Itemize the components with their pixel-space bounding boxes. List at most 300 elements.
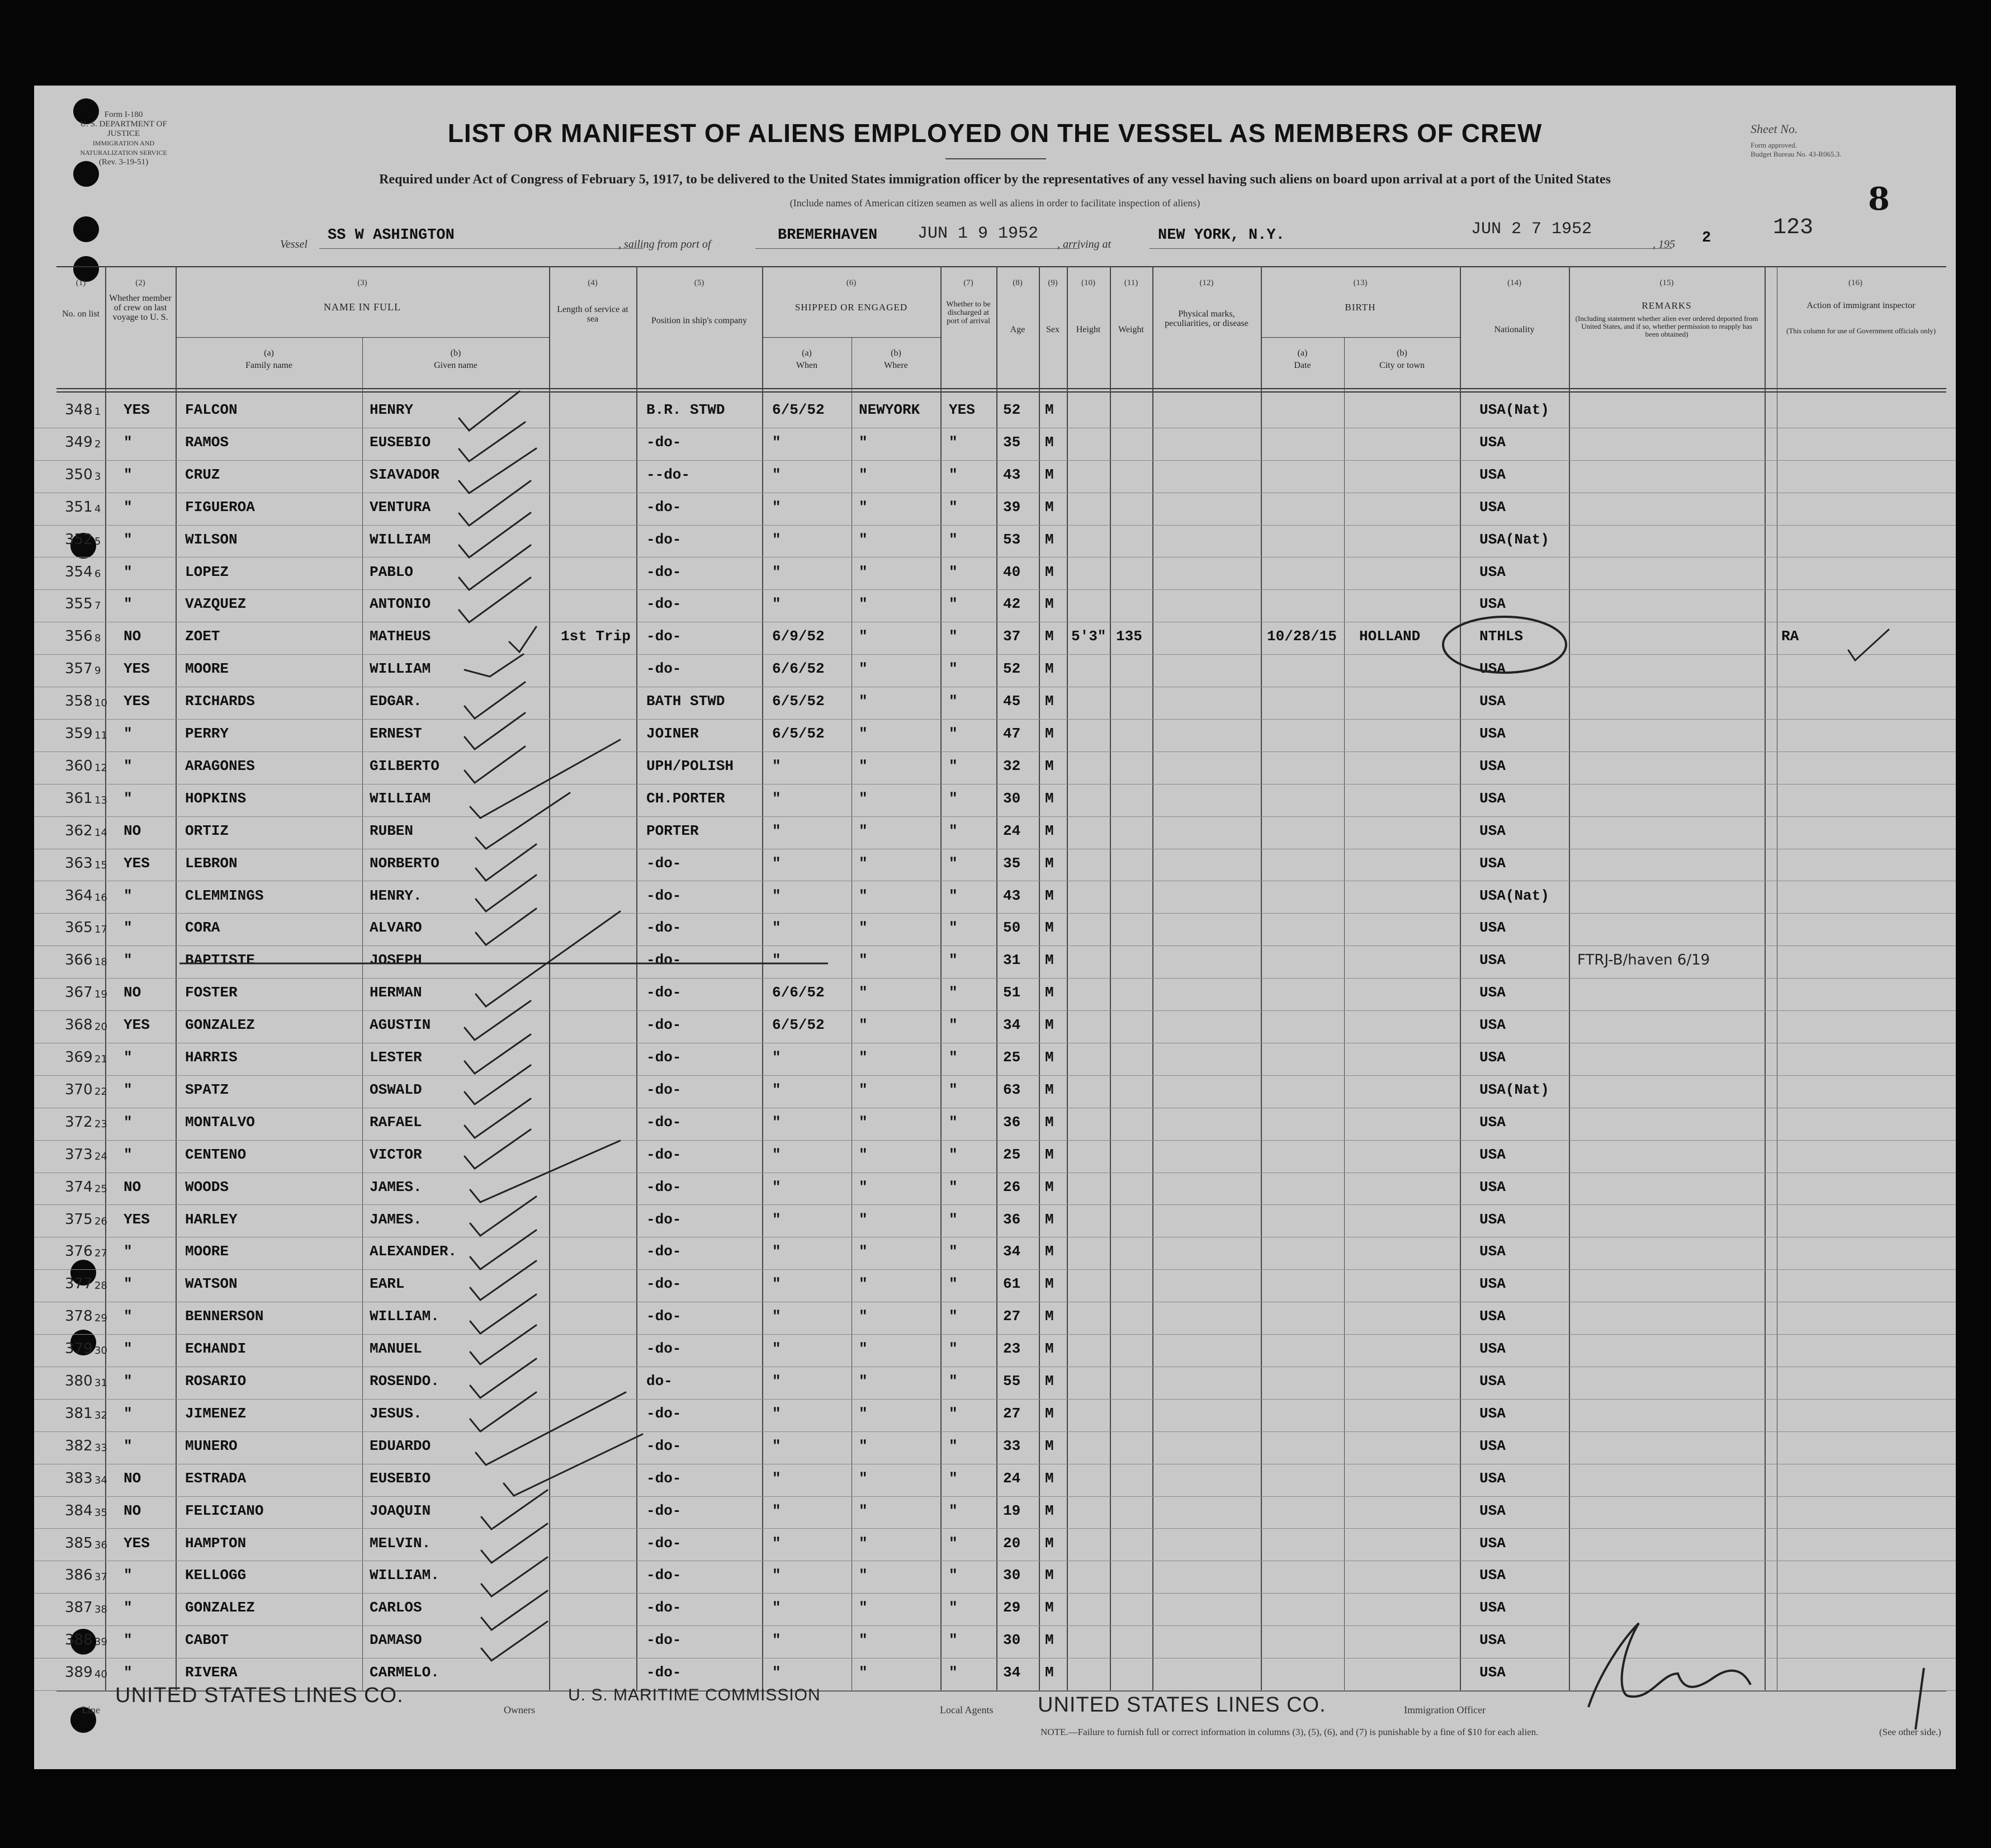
- family-name-cell: PERRY: [185, 725, 229, 742]
- engaged-where-cell: ": [859, 531, 868, 548]
- age-cell: 24: [1003, 822, 1021, 839]
- checkmark-icon: [470, 1325, 536, 1364]
- to-be-discharged-cell: ": [949, 790, 958, 807]
- line-number-cell: 27: [94, 1247, 107, 1260]
- age-cell: 27: [1003, 1308, 1021, 1325]
- ship-position-cell: PORTER: [646, 822, 699, 839]
- given-name-cell: SIAVADOR: [370, 466, 439, 483]
- list-number-cell: 379: [65, 1340, 93, 1358]
- col-num-5: (5): [694, 278, 704, 287]
- line-number-cell: 25: [94, 1183, 107, 1195]
- ship-position-cell: -do-: [646, 1599, 682, 1617]
- family-name-cell: RIVERA: [185, 1664, 238, 1681]
- sex-cell: M: [1045, 1017, 1054, 1034]
- arrival-port: NEW YORK, N.Y.: [1158, 227, 1285, 244]
- nationality-cell: USA: [1479, 1664, 1506, 1681]
- given-name-cell: GILBERTO: [370, 757, 439, 774]
- sex-cell: M: [1045, 1275, 1054, 1293]
- age-cell: 35: [1003, 433, 1021, 451]
- sex-cell: M: [1045, 563, 1054, 580]
- ship-position-cell: -do-: [646, 1567, 682, 1584]
- to-be-discharged-cell: ": [949, 1664, 958, 1681]
- to-be-discharged-cell: ": [949, 660, 958, 678]
- to-be-discharged-cell: ": [949, 1243, 958, 1260]
- engaged-when-cell: ": [772, 1405, 781, 1422]
- line-label: Line: [82, 1704, 100, 1715]
- member-last-voyage-cell: ": [124, 1340, 133, 1358]
- member-last-voyage-cell: YES: [124, 693, 150, 710]
- member-last-voyage-cell: NO: [124, 628, 141, 645]
- member-last-voyage-cell: ": [124, 433, 133, 451]
- manifest-sheet: [34, 86, 1956, 1769]
- checkmark-icon: [476, 911, 620, 1006]
- age-cell: 36: [1003, 1211, 1021, 1228]
- member-last-voyage-cell: ": [124, 1405, 133, 1422]
- sex-cell: M: [1045, 1373, 1054, 1389]
- engaged-where-cell: ": [859, 887, 868, 904]
- family-name-cell: VAZQUEZ: [185, 595, 247, 613]
- header-remarks: REMARKS: [1642, 300, 1692, 311]
- to-be-discharged-cell: ": [949, 498, 958, 516]
- list-number-cell: 366: [65, 952, 93, 969]
- given-name-cell: JAMES.: [370, 1178, 422, 1195]
- nationality-cell: USA: [1479, 595, 1506, 613]
- ship-position-cell: do-: [646, 1373, 673, 1389]
- member-last-voyage-cell: ": [124, 757, 133, 774]
- list-number-cell: 381: [65, 1405, 93, 1422]
- engaged-when-cell: 6/5/52: [772, 693, 825, 710]
- member-last-voyage-cell: YES: [124, 854, 150, 872]
- nationality-cell: USA: [1479, 1632, 1506, 1649]
- engaged-when-cell: ": [772, 1146, 781, 1163]
- engaged-when-cell: ": [772, 1340, 781, 1358]
- given-name-cell: CARLOS: [370, 1599, 422, 1617]
- ship-position-cell: B.R. STWD: [646, 401, 725, 418]
- vessel-label: Vessel: [280, 238, 308, 251]
- inspector-signature: [1588, 1623, 1924, 1729]
- age-cell: 42: [1003, 595, 1021, 613]
- sex-cell: M: [1045, 531, 1054, 548]
- family-name-cell: BAPTISTE: [185, 952, 255, 969]
- page-title: LIST OR MANIFEST OF ALIENS EMPLOYED ON THE VESSEL AS MEMBERS OF CREW: [447, 119, 1543, 148]
- ship-position-cell: -do-: [646, 531, 682, 548]
- engaged-when-cell: ": [772, 1502, 781, 1519]
- engaged-where-cell: ": [859, 1146, 868, 1163]
- family-name-cell: MOORE: [185, 1243, 229, 1260]
- engaged-when-cell: ": [772, 531, 781, 548]
- to-be-discharged-cell: ": [949, 1632, 958, 1649]
- family-name-cell: ORTIZ: [185, 822, 229, 839]
- engaged-where-cell: ": [859, 790, 868, 807]
- nationality-cell: USA: [1479, 757, 1506, 774]
- given-name-cell: MELVIN.: [370, 1534, 431, 1552]
- birth-city-cell: HOLLAND: [1359, 628, 1421, 645]
- header-where-b: (b): [891, 348, 901, 358]
- departure-date-stamp: JUN 1 9 1952: [918, 224, 1039, 243]
- to-be-discharged-cell: ": [949, 854, 958, 872]
- to-be-discharged-cell: ": [949, 1534, 958, 1552]
- engaged-when-cell: ": [772, 790, 781, 807]
- nationality-cell: USA(Nat): [1479, 531, 1549, 548]
- nationality-cell: USA: [1479, 693, 1506, 710]
- nationality-cell: USA: [1479, 660, 1506, 678]
- header-no-on-list: No. on list: [62, 309, 100, 319]
- checkmark-icon: [1848, 630, 1889, 660]
- list-number-cell: 356: [65, 628, 93, 645]
- departure-port: BREMERHAVEN: [778, 227, 878, 244]
- nationality-cell: USA: [1479, 1243, 1506, 1260]
- sex-cell: M: [1045, 466, 1054, 483]
- to-be-discharged-cell: ": [949, 1340, 958, 1358]
- given-name-cell: ANTONIO: [370, 595, 431, 613]
- engaged-where-cell: ": [859, 919, 868, 937]
- checkmark-icon: [465, 1001, 531, 1040]
- col-num-7: (7): [963, 278, 973, 287]
- member-last-voyage-cell: NO: [124, 1502, 141, 1519]
- engaged-where-cell: ": [859, 822, 868, 839]
- age-cell: 25: [1003, 1049, 1021, 1066]
- family-name-cell: KELLOGG: [185, 1567, 247, 1584]
- member-last-voyage-cell: YES: [124, 1534, 150, 1552]
- family-name-cell: FELICIANO: [185, 1502, 264, 1519]
- engaged-when-cell: ": [772, 1373, 781, 1389]
- engaged-where-cell: ": [859, 1308, 868, 1325]
- line-number-cell: 12: [94, 762, 107, 774]
- list-number-cell: 363: [65, 854, 93, 872]
- line-number-cell: 2: [94, 438, 101, 450]
- check-marks: [459, 391, 1889, 1661]
- engaged-where-cell: ": [859, 1275, 868, 1293]
- sex-cell: M: [1045, 1469, 1054, 1487]
- checkmark-icon: [476, 793, 570, 849]
- age-cell: 31: [1003, 952, 1021, 969]
- age-cell: 26: [1003, 1178, 1021, 1195]
- header-family-a: (a): [264, 348, 274, 358]
- header-date: Date: [1294, 361, 1311, 370]
- checkmark-icon: [465, 654, 523, 677]
- col-num-8: (8): [1013, 278, 1023, 287]
- line-number-cell: 1: [94, 406, 101, 418]
- sheet-label: Sheet No.: [1751, 122, 1798, 136]
- nationality-cell: USA: [1479, 919, 1506, 937]
- agents-value: UNITED STATES LINES CO.: [1038, 1693, 1326, 1717]
- ship-position-cell: -do-: [646, 1405, 682, 1422]
- legal-requirement: Required under Act of Congress of February 5, 1917, to be delivered to the United States immigration officer by the representatives of any vessel having such aliens on board upon arrival at a port of the United States: [379, 172, 1611, 187]
- checkmark-icon: [465, 1129, 531, 1169]
- family-name-cell: GONZALEZ: [185, 1599, 255, 1617]
- to-be-discharged-cell: ": [949, 1502, 958, 1519]
- line-number-cell: 22: [94, 1085, 107, 1098]
- ship-position-cell: -do-: [646, 1664, 682, 1681]
- member-last-voyage-cell: ": [124, 1081, 133, 1098]
- list-number-cell: 349: [65, 433, 93, 451]
- age-cell: 34: [1003, 1017, 1021, 1034]
- nationality-cell: USA: [1479, 1599, 1506, 1617]
- engaged-where-cell: ": [859, 1664, 868, 1681]
- sex-cell: M: [1045, 595, 1054, 613]
- family-name-cell: JIMENEZ: [185, 1405, 247, 1422]
- member-last-voyage-cell: ": [124, 790, 133, 807]
- sex-cell: M: [1045, 725, 1054, 742]
- list-number-cell: 350: [65, 466, 93, 483]
- remarks-cell: FTRJ-B/haven 6/19: [1577, 952, 1710, 969]
- engaged-when-cell: ": [772, 1178, 781, 1195]
- engaged-when-cell: ": [772, 1308, 781, 1325]
- nationality-cell: USA: [1479, 1437, 1506, 1454]
- family-name-cell: BENNERSON: [185, 1308, 264, 1325]
- engaged-where-cell: ": [859, 1243, 868, 1260]
- sex-cell: M: [1045, 1599, 1054, 1617]
- nationality-cell: USA: [1479, 1308, 1506, 1325]
- line-number-cell: 15: [94, 859, 107, 871]
- checkmark-icon: [459, 448, 536, 493]
- list-number-cell: 384: [65, 1502, 93, 1519]
- ship-position-cell: -do-: [646, 1502, 682, 1519]
- nationality-cell: USA: [1479, 466, 1506, 483]
- list-number-cell: 377: [65, 1275, 93, 1293]
- nationality-cell: USA: [1479, 1049, 1506, 1066]
- age-cell: 39: [1003, 498, 1021, 516]
- nationality-cell: USA: [1479, 563, 1506, 580]
- line-number-cell: 18: [94, 956, 107, 968]
- nationality-cell: USA: [1479, 790, 1506, 807]
- to-be-discharged-cell: ": [949, 1049, 958, 1066]
- col-num-9: (9): [1048, 278, 1058, 287]
- line-number-cell: 36: [94, 1539, 107, 1551]
- given-name-cell: EUSEBIO: [370, 433, 431, 451]
- family-name-cell: FOSTER: [185, 984, 238, 1001]
- ship-position-cell: UPH/POLISH: [646, 757, 734, 774]
- given-name-cell: VICTOR: [370, 1146, 422, 1163]
- engaged-where-cell: ": [859, 952, 868, 969]
- line-number-cell: 30: [94, 1345, 107, 1357]
- given-name-cell: AGUSTIN: [370, 1017, 431, 1034]
- given-name-cell: EARL: [370, 1275, 405, 1293]
- ship-position-cell: -do-: [646, 628, 682, 645]
- engaged-when-cell: ": [772, 1664, 781, 1681]
- nationality-circle: [1443, 617, 1566, 673]
- given-name-cell: HENRY: [370, 401, 414, 418]
- list-number-cell: 378: [65, 1308, 93, 1325]
- ship-position-cell: -do-: [646, 1113, 682, 1131]
- col-num-2: (2): [135, 278, 145, 287]
- family-name-cell: MOORE: [185, 660, 229, 678]
- line-number-cell: 13: [94, 794, 107, 806]
- engaged-when-cell: ": [772, 952, 781, 969]
- to-be-discharged-cell: ": [949, 757, 958, 774]
- given-name-cell: EDUARDO: [370, 1437, 431, 1454]
- sex-cell: M: [1045, 952, 1054, 969]
- engaged-where-cell: ": [859, 466, 868, 483]
- list-number-cell: 361: [65, 790, 93, 807]
- engaged-where-cell: ": [859, 1178, 868, 1195]
- line-number-cell: 40: [94, 1669, 107, 1681]
- given-name-cell: WILLIAM: [370, 790, 431, 807]
- family-name-cell: FALCON: [185, 401, 238, 418]
- line-number-cell: 17: [94, 924, 107, 936]
- header-height: Height: [1076, 325, 1101, 334]
- age-cell: 27: [1003, 1405, 1021, 1422]
- instruction-note: (Include names of American citizen seamen as well as aliens in order to facilitate inspection of aliens): [789, 197, 1200, 209]
- given-name-cell: JOAQUIN: [370, 1502, 431, 1519]
- ship-position-cell: BATH STWD: [646, 693, 725, 710]
- age-cell: 35: [1003, 854, 1021, 872]
- checkmark-icon: [459, 481, 531, 526]
- age-cell: 20: [1003, 1534, 1021, 1552]
- ship-position-cell: -do-: [646, 1534, 682, 1552]
- list-number-cell: 385: [65, 1534, 93, 1552]
- header-city-b: (b): [1397, 348, 1407, 358]
- nationality-cell: USA: [1479, 1405, 1506, 1422]
- length-of-service-cell: 1st Trip: [561, 628, 631, 645]
- ship-position-cell: -do-: [646, 1049, 682, 1066]
- to-be-discharged-cell: ": [949, 887, 958, 904]
- birth-date-cell: 10/28/15: [1267, 628, 1337, 645]
- handwritten-sheet-number: 8: [1868, 181, 1890, 218]
- engaged-where-cell: ": [859, 1502, 868, 1519]
- member-last-voyage-cell: ": [124, 1567, 133, 1584]
- sex-cell: M: [1045, 790, 1054, 807]
- to-be-discharged-cell: ": [949, 1373, 958, 1389]
- nationality-cell: USA: [1479, 1211, 1506, 1228]
- line-number-cell: 29: [94, 1312, 107, 1325]
- checkmark-icon: [476, 1392, 626, 1465]
- given-name-cell: NORBERTO: [370, 854, 439, 872]
- sex-cell: M: [1045, 1081, 1054, 1098]
- family-name-cell: CLEMMINGS: [185, 887, 264, 904]
- member-last-voyage-cell: ": [124, 725, 133, 742]
- checkmark-icon: [504, 1434, 642, 1496]
- age-cell: 50: [1003, 919, 1021, 937]
- ship-position-cell: -do-: [646, 1243, 682, 1260]
- to-be-discharged-cell: ": [949, 466, 958, 483]
- given-name-cell: EDGAR.: [370, 693, 422, 710]
- age-cell: 53: [1003, 531, 1021, 548]
- member-last-voyage-cell: ": [124, 1373, 133, 1389]
- sailing-label: , sailing from port of: [618, 238, 711, 251]
- member-last-voyage-cell: ": [124, 1437, 133, 1454]
- ship-position-cell: -do-: [646, 498, 682, 516]
- engaged-where-cell: ": [859, 854, 868, 872]
- given-name-cell: JOSEPH: [370, 952, 422, 969]
- line-number-cell: 19: [94, 989, 107, 1001]
- engaged-when-cell: ": [772, 466, 781, 483]
- sex-cell: M: [1045, 1534, 1054, 1552]
- list-number-cell: 359: [65, 725, 93, 742]
- to-be-discharged-cell: ": [949, 1081, 958, 1098]
- to-be-discharged-cell: YES: [949, 401, 975, 418]
- member-last-voyage-cell: ": [124, 1243, 133, 1260]
- line-number-cell: 26: [94, 1215, 107, 1227]
- ship-position-cell: -do-: [646, 1469, 682, 1487]
- header-nationality: Nationality: [1494, 325, 1535, 334]
- engaged-where-cell: ": [859, 1437, 868, 1454]
- engaged-when-cell: 6/5/52: [772, 401, 825, 418]
- line-number-cell: 39: [94, 1636, 107, 1648]
- officer-label: Immigration Officer: [1404, 1704, 1486, 1715]
- engaged-where-cell: ": [859, 563, 868, 580]
- nationality-cell: NTHLS: [1479, 628, 1524, 645]
- engaged-when-cell: 6/5/52: [772, 1017, 825, 1034]
- nationality-cell: USA: [1479, 725, 1506, 742]
- sex-cell: M: [1045, 498, 1054, 516]
- family-name-cell: ECHANDI: [185, 1340, 247, 1358]
- line-number-cell: 5: [94, 535, 101, 547]
- engaged-when-cell: ": [772, 1081, 781, 1098]
- family-name-cell: RICHARDS: [185, 693, 255, 710]
- engaged-where-cell: ": [859, 1340, 868, 1358]
- engaged-when-cell: ": [772, 887, 781, 904]
- given-name-cell: PABLO: [370, 563, 414, 580]
- nationality-cell: USA: [1479, 822, 1506, 839]
- age-cell: 30: [1003, 1632, 1021, 1649]
- family-name-cell: WOODS: [185, 1178, 229, 1195]
- checkmark-icon: [459, 545, 531, 590]
- sex-cell: M: [1045, 401, 1054, 418]
- sex-cell: M: [1045, 1243, 1054, 1260]
- member-last-voyage-cell: ": [124, 1113, 133, 1131]
- col-num-16: (16): [1848, 278, 1862, 287]
- sex-cell: M: [1045, 1632, 1054, 1649]
- header-given-name: Given name: [434, 361, 477, 370]
- department: U. S. DEPARTMENT OF JUSTICE: [80, 120, 167, 138]
- to-be-discharged-cell: ": [949, 628, 958, 645]
- line-number-cell: 31: [94, 1377, 107, 1389]
- line-value: UNITED STATES LINES CO.: [115, 1684, 404, 1707]
- age-cell: 63: [1003, 1081, 1021, 1098]
- family-name-cell: LEBRON: [185, 854, 238, 872]
- list-number-cell: 375: [65, 1211, 93, 1228]
- member-last-voyage-cell: ": [124, 887, 133, 904]
- ship-position-cell: JOINER: [646, 725, 699, 742]
- nationality-cell: USA: [1479, 1469, 1506, 1487]
- family-name-cell: ESTRADA: [185, 1469, 247, 1487]
- ship-position-cell: -do-: [646, 1437, 682, 1454]
- engaged-where-cell: ": [859, 1113, 868, 1131]
- member-last-voyage-cell: ": [124, 595, 133, 613]
- arrival-date-stamp: JUN 2 7 1952: [1471, 220, 1592, 239]
- ship-position-cell: -do-: [646, 660, 682, 678]
- col-num-14: (14): [1507, 278, 1521, 287]
- member-last-voyage-cell: ": [124, 1275, 133, 1293]
- to-be-discharged-cell: ": [949, 1017, 958, 1034]
- to-be-discharged-cell: ": [949, 1599, 958, 1617]
- checkmark-icon: [470, 1261, 536, 1300]
- list-number-cell: 387: [65, 1599, 93, 1617]
- checkmark-icon: [465, 746, 525, 783]
- header-date-a: (a): [1297, 348, 1308, 358]
- sex-cell: M: [1045, 628, 1054, 645]
- family-name-cell: ROSARIO: [185, 1373, 247, 1389]
- list-number-cell: 351: [65, 498, 93, 516]
- line-number-cell: 35: [94, 1506, 107, 1519]
- line-number-cell: 20: [94, 1021, 107, 1033]
- engaged-when-cell: ": [772, 822, 781, 839]
- see-other-side: (See other side.): [1879, 1727, 1941, 1737]
- list-number-cell: 365: [65, 919, 93, 937]
- engaged-where-cell: ": [859, 1081, 868, 1098]
- family-name-cell: LOPEZ: [185, 563, 229, 580]
- nationality-cell: USA: [1479, 1146, 1506, 1163]
- family-name-cell: CENTENO: [185, 1146, 247, 1163]
- engaged-where-cell: ": [859, 984, 868, 1001]
- sex-cell: M: [1045, 1437, 1054, 1454]
- list-number-cell: 352: [65, 531, 93, 548]
- list-number-cell: 374: [65, 1178, 93, 1195]
- header-physical-marks: Physical marks, peculiarities, or disease: [1165, 309, 1248, 328]
- family-name-cell: FIGUEROA: [185, 498, 255, 516]
- sex-cell: M: [1045, 984, 1054, 1001]
